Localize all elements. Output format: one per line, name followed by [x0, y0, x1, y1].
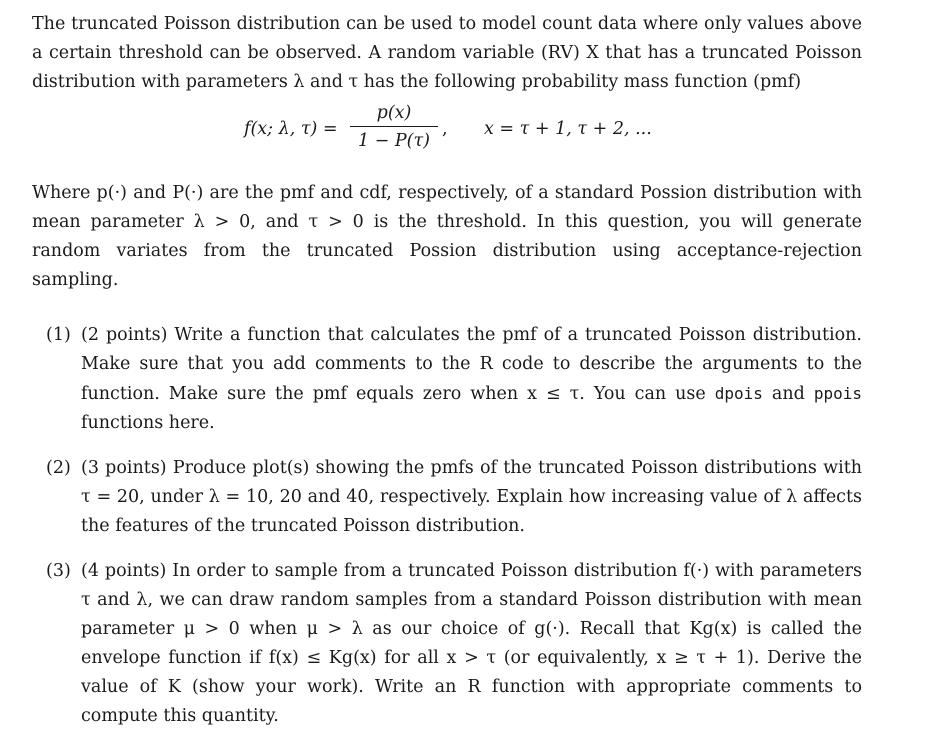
pmf-formula — [32, 101, 862, 167]
formula-domain: x = τ + 1, τ + 2, ... — [484, 119, 652, 139]
question-item-1 — [32, 321, 862, 438]
question-text-part: and — [762, 384, 814, 404]
document-page — [32, 10, 862, 747]
code-dpois: dpois — [714, 384, 763, 403]
formula-separator: , — [442, 119, 448, 139]
code-ppois: ppois — [813, 384, 862, 403]
question-item-3 — [32, 557, 862, 731]
formula-numerator: p(x) — [376, 103, 412, 123]
formula-lhs: f(x; λ, τ) = — [244, 119, 338, 139]
formula-denominator: 1 − P(τ) — [357, 131, 431, 152]
question-text: (3 points) Produce plot(s) showing the pmfs of the truncated Poisson distributions with τ = 20, under λ = 10, 20 and 40, respectively. Explain how increasing value of λ affects the features of the truncated Poisson distribution. — [81, 458, 862, 536]
question-number: (2) — [46, 458, 71, 478]
question-item-2 — [32, 454, 862, 541]
question-number: (3) — [46, 561, 71, 581]
question-text — [81, 321, 862, 438]
question-list — [32, 321, 862, 731]
fraction-bar — [350, 126, 438, 127]
question-text: (4 points) In order to sample from a truncated Poisson distribution f(·) with parameters τ and λ, we can draw random samples from a standard Poisson distribution with mean parameter μ > 0 when μ > λ as our choice of g(·). Recall that Kg(x) is called the envelope function if f(x) ≤ Kg(x) for all x > τ (or equivalently, x ≥ τ + 1). Derive the value of K (show your work). Write an R function with appropriate comments to compute this quantity. — [81, 561, 862, 726]
question-text-part: (2 points) Write a function that calculates the pmf of a truncated Poisson distribution. Make sure that you add comments to the R code to describe the arguments to the function. Make sure the pmf equals zero when x ≤ τ. You can use — [81, 325, 862, 404]
intro-paragraph: The truncated Poisson distribution can be used to model count data where only values above a certain threshold can be observed. A random variable (RV) X that has a truncated Poisson distribution with parameters λ and τ has the following probability mass function (pmf) — [32, 14, 862, 92]
where-paragraph: Where p(·) and P(·) are the pmf and cdf, respectively, of a standard Possion distribution with mean parameter λ > 0, and τ > 0 is the threshold. In this question, you will generate random variates from the truncated Possion distribution using acceptance-rejection sampling. — [32, 183, 862, 290]
question-number: (1) — [46, 325, 71, 345]
question-text-part: functions here. — [81, 413, 215, 433]
formula-fraction — [350, 101, 438, 153]
